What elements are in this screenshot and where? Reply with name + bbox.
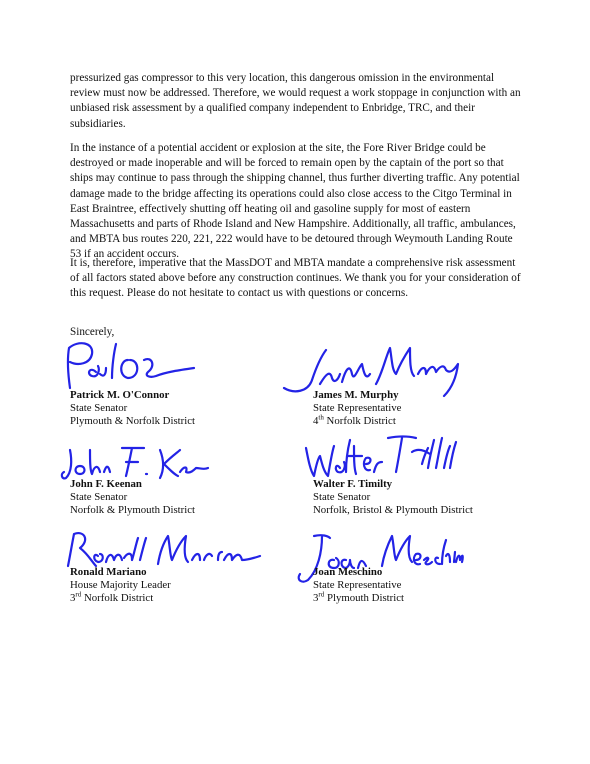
signatory-name: Ronald Mariano (70, 566, 147, 578)
signatory-block-meschino (313, 566, 404, 606)
signatory-title: State Senator (313, 491, 371, 503)
signature-mariano (62, 530, 262, 570)
signatory-block-mariano (70, 566, 171, 606)
body-paragraph-2: In the instance of a potential accident or explosion at the site, the Fore River Bridge could be destroyed or made inoperable and will be forced to remain open by the captain of the port so that ships may continue to pass through the shipping channel, thus further diverting traffic. Any potential damage made to the bridge affecting its operations could also close access to the Citgo Terminal in East Braintree, effectively shutting off heating oil and gasoline supply for most of eastern Massachusetts and parts of Rhode Island and New Hampshire. Additionally, all traffic, ambulances, and MBTA bus routes 220, 221, 222 would have to be detoured through Weymouth Landing Route 53 if an accident occurs. (70, 142, 520, 261)
signatory-title: State Senator (70, 402, 128, 414)
signatory-district: Norfolk, Bristol & Plymouth District (313, 504, 473, 517)
signatory-title: State Senator (70, 491, 128, 503)
signatory-district: 3rd Plymouth District (313, 590, 405, 605)
signatory-block-oconnor (70, 389, 195, 429)
body-paragraph-3: It is, therefore, imperative that the MassDOT and MBTA mandate a comprehensive risk assessment of all factors stated above before any construction continues. We thank you for your consideration of this request. Please do not hesitate to contact us with questions or concerns. (70, 257, 521, 300)
signatory-name: Joan Meschino (313, 566, 383, 578)
signatory-district: 3rd Norfolk District (70, 590, 154, 605)
signatory-name: Walter F. Timilty (313, 478, 393, 490)
signatory-district: Norfolk & Plymouth District (70, 504, 196, 517)
signatory-name: John F. Keenan (70, 478, 142, 490)
signature-timilty (300, 428, 460, 484)
signatory-title: State Representative (313, 579, 402, 591)
body-paragraph-1: pressurized gas compressor to this very location, this dangerous omission in the environmental review must now be addressed. Therefore, we would request a work stoppage in conjunction with an unbiased risk assessment by a qualified company independent to Enbridge, TRC, and their subsidiaries. (70, 72, 521, 130)
signatory-name: Patrick M. O'Connor (70, 389, 170, 401)
signatory-block-murphy (313, 389, 401, 429)
signatory-block-timilty (313, 478, 473, 518)
signatory-district: Plymouth & Norfolk District (70, 415, 196, 428)
signature-oconnor (56, 338, 196, 394)
signatory-block-keenan (70, 478, 195, 518)
signatory-name: James M. Murphy (313, 389, 399, 401)
signatory-title: State Representative (313, 402, 402, 414)
signatory-district: 4th Norfolk District (313, 413, 396, 428)
closing-salutation: Sincerely, (70, 326, 115, 338)
signatory-title: House Majority Leader (70, 579, 171, 591)
